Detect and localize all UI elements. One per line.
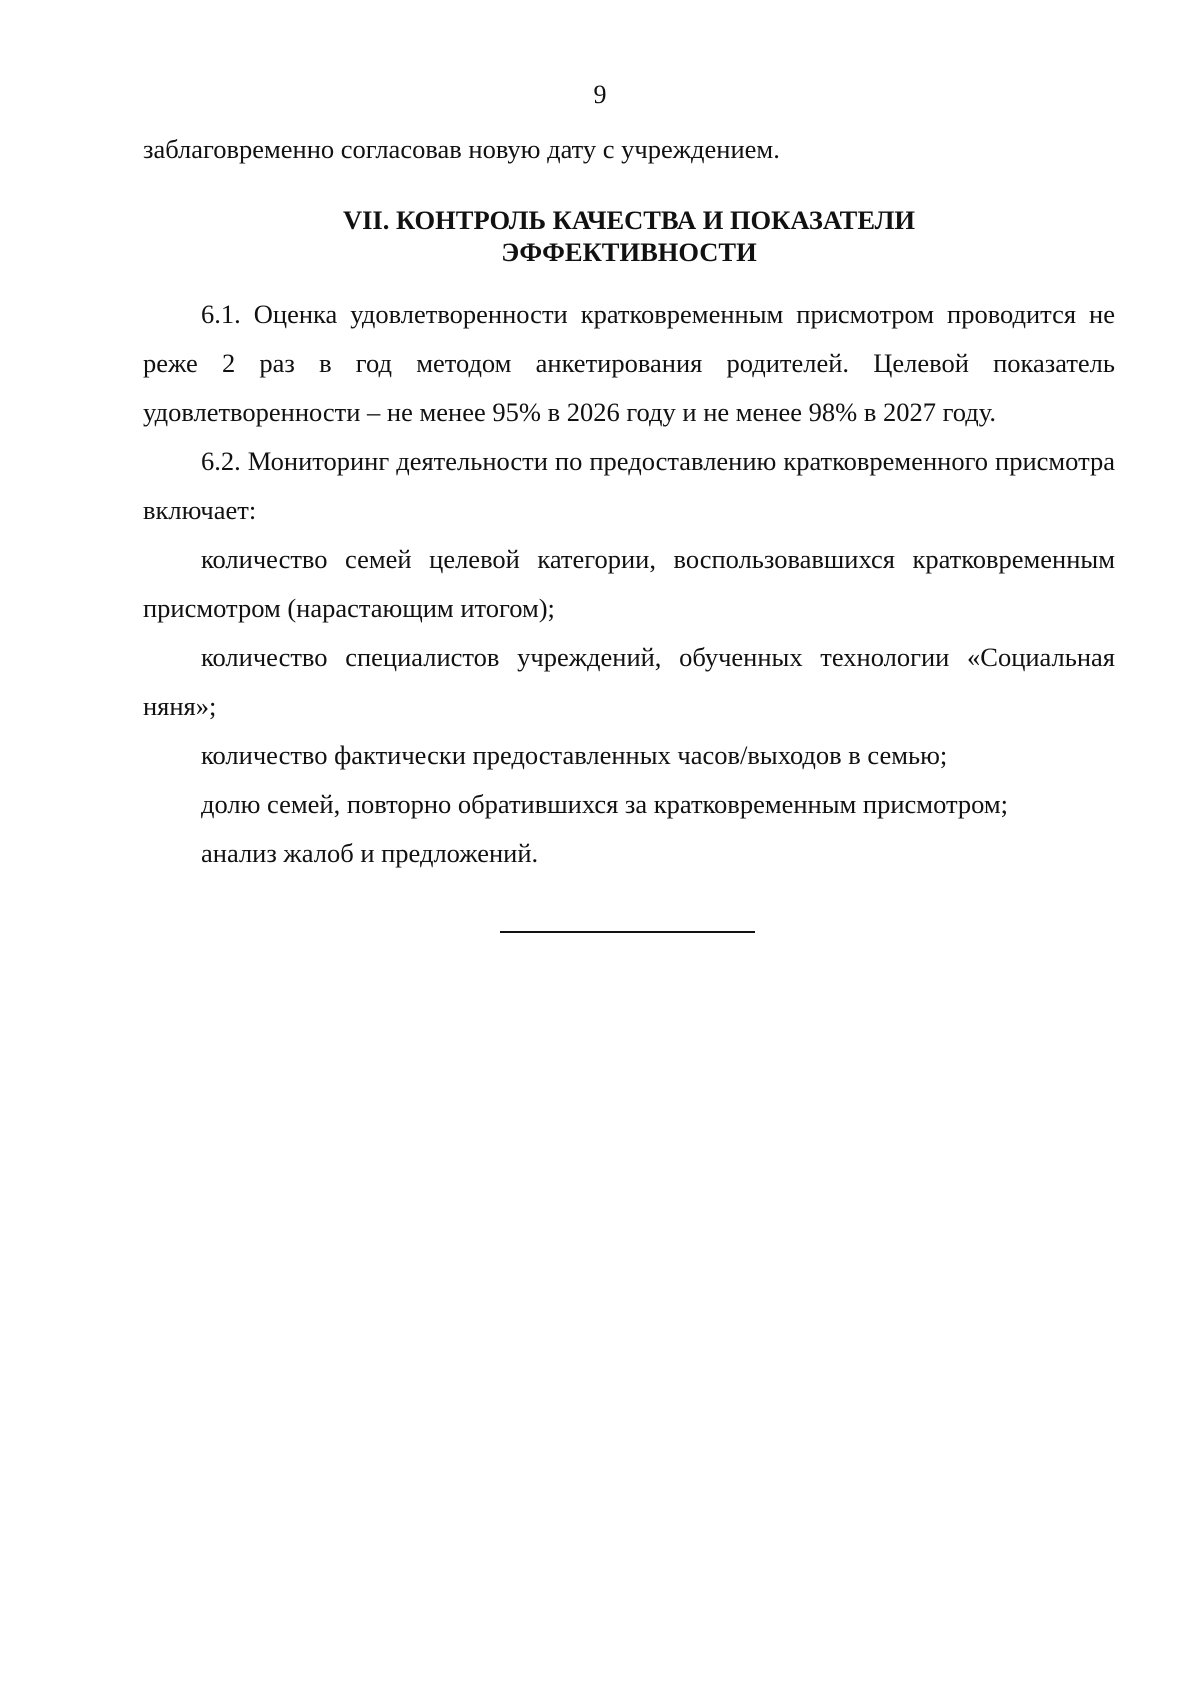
end-of-document-rule <box>500 931 755 933</box>
section-heading <box>143 204 1115 268</box>
paragraph-6-2: 6.2. Мониторинг деятельности по предоставлению кратковременного присмотра включает: <box>143 446 1115 525</box>
list-item-families-count: количество семей целевой категории, воспользовавшихся кратковременным присмотром (нарастающим итогом); <box>143 544 1115 623</box>
list-item-specialists-count: количество специалистов учреждений, обученных технологии «Социальная няня»; <box>143 642 1115 721</box>
list-item-repeat-families-share: долю семей, повторно обратившихся за кратковременным присмотром; <box>201 789 1009 819</box>
paragraph-6-1: 6.1. Оценка удовлетворенности кратковременным присмотром проводится не реже 2 раз в год методом анкетирования родителей. Целевой показатель удовлетворенности – не менее 95% в 2026 году и не менее 98% в 2027 году. <box>143 299 1115 427</box>
continuation-paragraph: заблаговременно согласовав новую дату с учреждением. <box>143 134 780 164</box>
page-content <box>143 125 1115 878</box>
list-item-complaints-analysis: анализ жалоб и предложений. <box>201 838 539 868</box>
section-heading-line-2: ЭФФЕКТИВНОСТИ <box>501 237 757 267</box>
section-heading-line-1: VII. КОНТРОЛЬ КАЧЕСТВА И ПОКАЗАТЕЛИ <box>342 205 916 235</box>
list-item-hours-count: количество фактически предоставленных часов/выходов в семью; <box>201 740 948 770</box>
page-number: 9 <box>593 80 607 109</box>
